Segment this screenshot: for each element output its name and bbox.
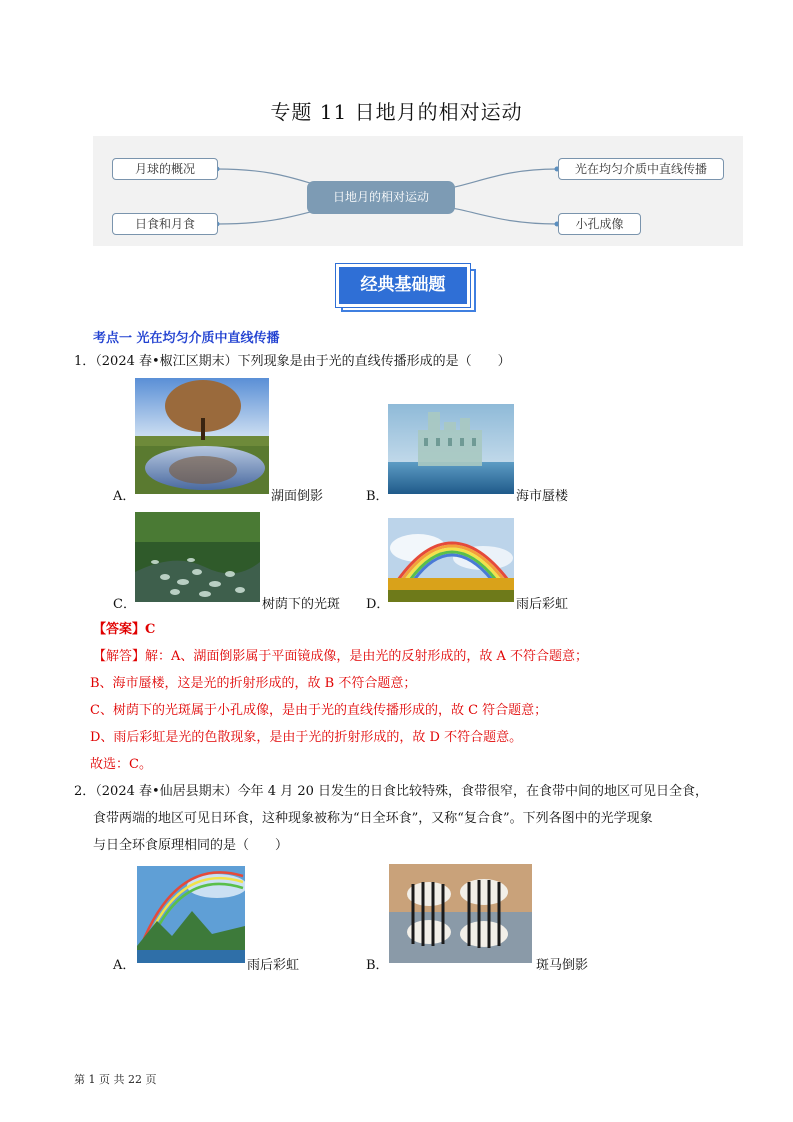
mirage-image xyxy=(388,404,514,494)
mind-map-center-node: 日地月的相对运动 xyxy=(307,181,455,214)
question-1-analysis-line-2: B、海市蜃楼，这是光的折射形成的，故 B 不符合题意； xyxy=(90,676,417,691)
question-1-option-c-letter: C． xyxy=(113,597,136,612)
question-2-option-b-letter: B． xyxy=(366,958,389,973)
mind-map-node-eclipse: 日食和月食 xyxy=(112,213,218,235)
mind-map-node-pinhole: 小孔成像 xyxy=(558,213,641,235)
rainbow-landscape-image xyxy=(137,866,245,963)
question-1-option-d-caption: 雨后彩虹 xyxy=(516,597,569,612)
question-1-option-b-caption: 海市蜃楼 xyxy=(516,489,569,504)
page-footer: 第 1 页 共 22 页 xyxy=(74,1073,157,1086)
question-1-analysis-line-5: 故选：C。 xyxy=(90,757,152,772)
question-1-option-b-letter: B． xyxy=(366,489,389,504)
page-title: 专题 11 日地月的相对运动 xyxy=(270,100,523,124)
question-2-stem-line-2: 食带两端的地区可见日环食，这种现象被称为“日全环食”，又称“复合食”。下列各图中的光学现象 xyxy=(93,811,653,826)
mind-map-node-moon: 月球的概况 xyxy=(112,158,218,180)
question-1-analysis-line-3: C、树荫下的光斑属于小孔成像，是由于光的直线传播形成的，故 C 符合题意； xyxy=(90,703,548,718)
question-2-option-a-letter: A． xyxy=(113,958,136,973)
question-2-stem-line-3: 与日全环食原理相同的是（ ） xyxy=(93,838,289,853)
question-1-option-a-caption: 湖面倒影 xyxy=(271,489,324,504)
question-2-stem-line-1: 2．（2024 春•仙居县期末）今年 4 月 20 日发生的日食比较特殊，食带很窄，在食带中间的地区可见日全食， xyxy=(74,784,708,799)
question-1-stem: 1．（2024 春•椒江区期末）下列现象是由于光的直线传播形成的是（ ） xyxy=(74,354,511,369)
mind-map xyxy=(93,136,743,246)
section-badge xyxy=(336,264,476,312)
question-1-option-a-letter: A． xyxy=(113,489,136,504)
question-1-option-c-caption: 树荫下的光斑 xyxy=(262,597,341,612)
badge-label: 经典基础题 xyxy=(336,264,470,307)
question-1-analysis-line-4: D、雨后彩虹是光的色散现象，是由于光的折射形成的，故 D 不符合题意。 xyxy=(90,730,523,745)
tree-shade-light-spots-image xyxy=(135,512,260,602)
section-heading: 考点一 光在均匀介质中直线传播 xyxy=(93,331,280,346)
question-2-option-b-caption: 斑马倒影 xyxy=(536,958,589,973)
lake-reflection-image xyxy=(135,378,269,494)
rainbow-sunflowers-image xyxy=(388,518,514,602)
question-1-option-d-letter: D． xyxy=(366,597,390,612)
question-1-analysis-line-1: 【解答】解：A、湖面倒影属于平面镜成像，是由光的反射形成的，故 A 不符合题意； xyxy=(93,649,589,664)
question-2-option-a-caption: 雨后彩虹 xyxy=(247,958,300,973)
zebra-reflection-image xyxy=(389,864,532,963)
mind-map-node-light-propagation: 光在均匀介质中直线传播 xyxy=(558,158,724,180)
question-1-answer: 【答案】C xyxy=(93,622,156,637)
